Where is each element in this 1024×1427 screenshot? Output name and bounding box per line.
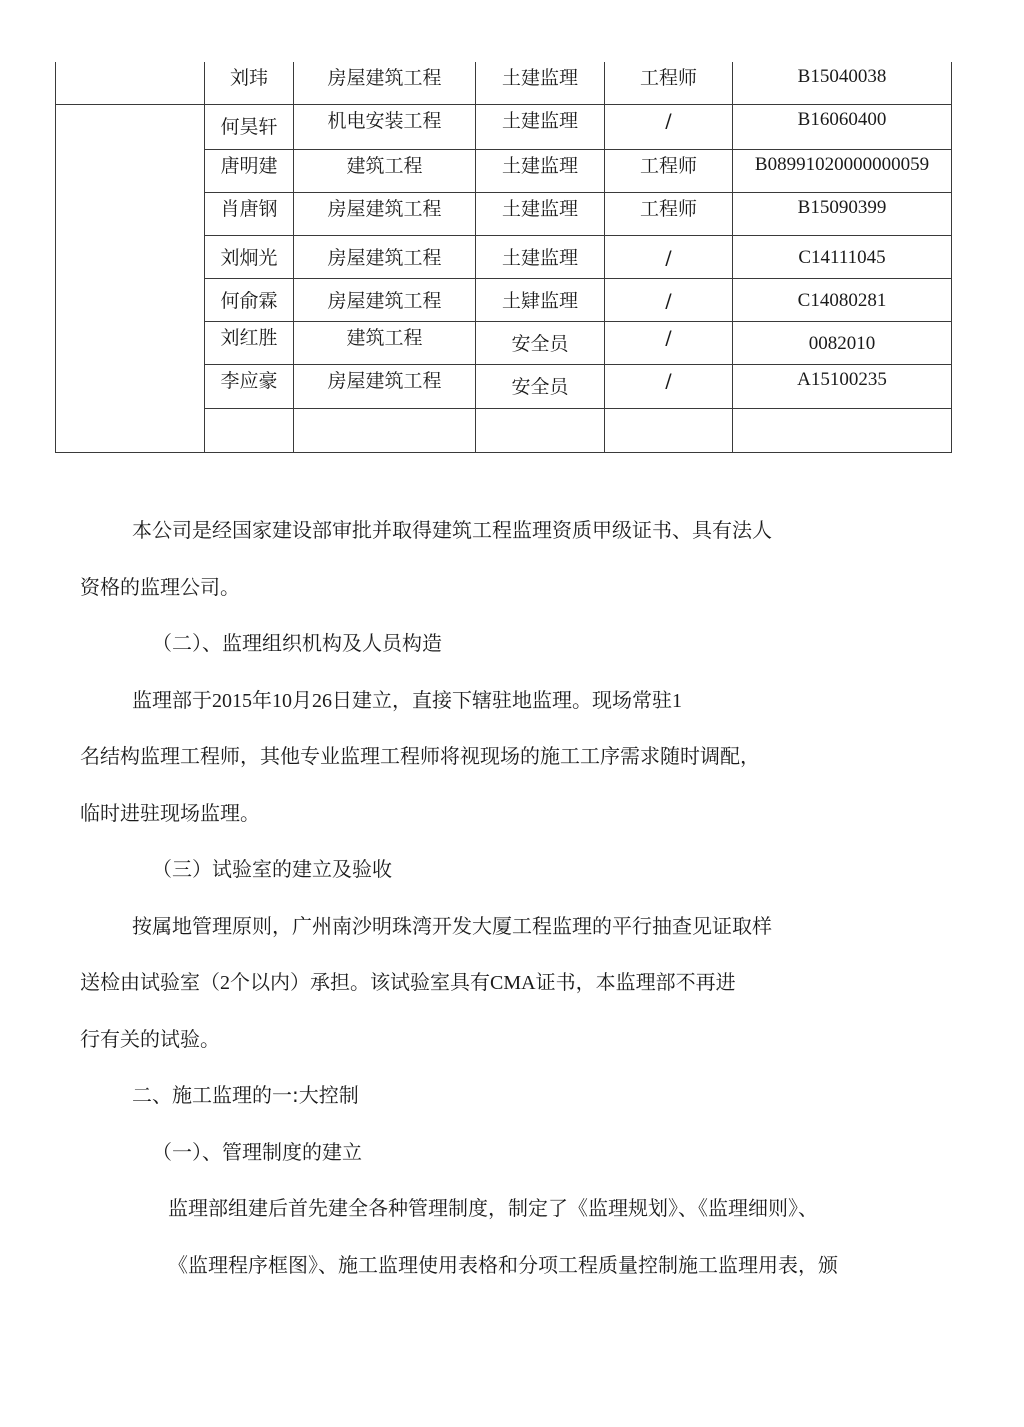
title-cell: / <box>665 109 672 132</box>
major-cell: 房屋建筑工程 <box>327 197 442 220</box>
major-cell: 房屋建筑工程 <box>327 369 442 392</box>
dept-cell <box>56 62 205 104</box>
title-cell: / <box>665 246 672 269</box>
title-cell: 工程师 <box>639 197 697 220</box>
major-cell <box>294 409 475 413</box>
name-cell: 刘玮 <box>229 67 268 89</box>
cert-cell: 0082010 <box>808 332 876 354</box>
table-row <box>56 62 952 104</box>
name-cell <box>205 409 293 413</box>
paragraph-organization-line1: 监理部于2015年10月26日建立，直接下辖驻地监理。现场常驻1 <box>132 688 682 712</box>
paragraph-management-line2: 《监理程序框图》、施工监理使用表格和分项工程质量控制施工监理用表，颁 <box>168 1253 838 1277</box>
paragraph-laboratory-line3: 行有关的试验。 <box>80 1027 220 1051</box>
position-cell <box>476 409 604 413</box>
major-cell: 建筑工程 <box>346 154 423 177</box>
major-cell: 房屋建筑工程 <box>327 289 442 312</box>
cert-cell: A15100235 <box>797 368 887 390</box>
name-cell: 刘炯光 <box>220 246 278 269</box>
paragraph-organization-line2: 名结构监理工程师，其他专业监理工程师将视现场的施工工序需求随时调配， <box>80 744 760 768</box>
major-cell: 机电安装工程 <box>327 109 442 132</box>
paragraph-management-line1: 监理部组建后首先建全各种管理制度，制定了《监理规划》、《监理细则》、 <box>168 1196 818 1220</box>
major-cell: 建筑工程 <box>346 326 423 349</box>
position-cell: 安全员 <box>511 375 569 398</box>
major-cell: 房屋建筑工程 <box>327 246 442 269</box>
position-cell: 土肄监理 <box>501 289 578 312</box>
position-cell: 土建监理 <box>501 246 578 269</box>
title-cell: 工程师 <box>639 67 697 89</box>
position-cell: 土建监理 <box>501 197 578 220</box>
table-row <box>56 104 952 149</box>
cert-cell: C14080281 <box>797 289 887 311</box>
section-heading-management: （一）、管理制度的建立 <box>152 1140 362 1164</box>
name-cell: 李应豪 <box>220 369 278 392</box>
title-cell: 工程师 <box>639 154 697 177</box>
section-heading-organization: （二）、监理组织机构及人员构造 <box>152 631 442 655</box>
cert-cell: B16060400 <box>797 108 887 130</box>
title-cell <box>605 409 732 413</box>
position-cell: 安全员 <box>511 332 569 355</box>
paragraph-organization-line3: 临时进驻现场监理。 <box>80 801 260 825</box>
name-cell: 何俞霖 <box>220 289 278 312</box>
name-cell: 刘红胜 <box>220 326 278 349</box>
cert-cell: B08991020000000059 <box>754 153 930 175</box>
position-cell: 土建监理 <box>501 67 578 89</box>
cert-cell <box>733 409 951 412</box>
paragraph-company-line1: 本公司是经国家建设部审批并取得建筑工程监理资质甲级证书、具有法人 <box>132 518 772 542</box>
name-cell: 唐明建 <box>220 154 278 177</box>
major-cell: 房屋建筑工程 <box>327 67 442 89</box>
position-cell: 土建监理 <box>501 109 578 132</box>
cert-cell: B15040038 <box>797 66 887 87</box>
chapter-heading-supervision: 二、施工监理的一:大控制 <box>132 1083 359 1107</box>
name-cell: 肖唐钢 <box>220 197 278 220</box>
dept-cell <box>56 104 205 452</box>
position-cell: 土建监理 <box>501 154 578 177</box>
cert-cell: C14111045 <box>798 246 886 268</box>
title-cell: / <box>665 326 672 349</box>
paragraph-laboratory-line1: 按属地管理原则，广州南沙明珠湾开发大厦工程监理的平行抽查见证取样 <box>132 914 772 938</box>
paragraph-company-line2: 资格的监理公司。 <box>80 575 240 599</box>
cert-cell: B15090399 <box>797 196 887 218</box>
staff-table <box>55 62 952 453</box>
section-heading-laboratory: （三）试验室的建立及验收 <box>152 857 392 881</box>
title-cell: / <box>665 369 672 392</box>
title-cell: / <box>665 289 672 312</box>
paragraph-laboratory-line2: 送检由试验室（2个以内）承担。该试验室具有CMA证书，本监理部不再进 <box>80 970 736 994</box>
name-cell: 何昊轩 <box>220 115 278 138</box>
